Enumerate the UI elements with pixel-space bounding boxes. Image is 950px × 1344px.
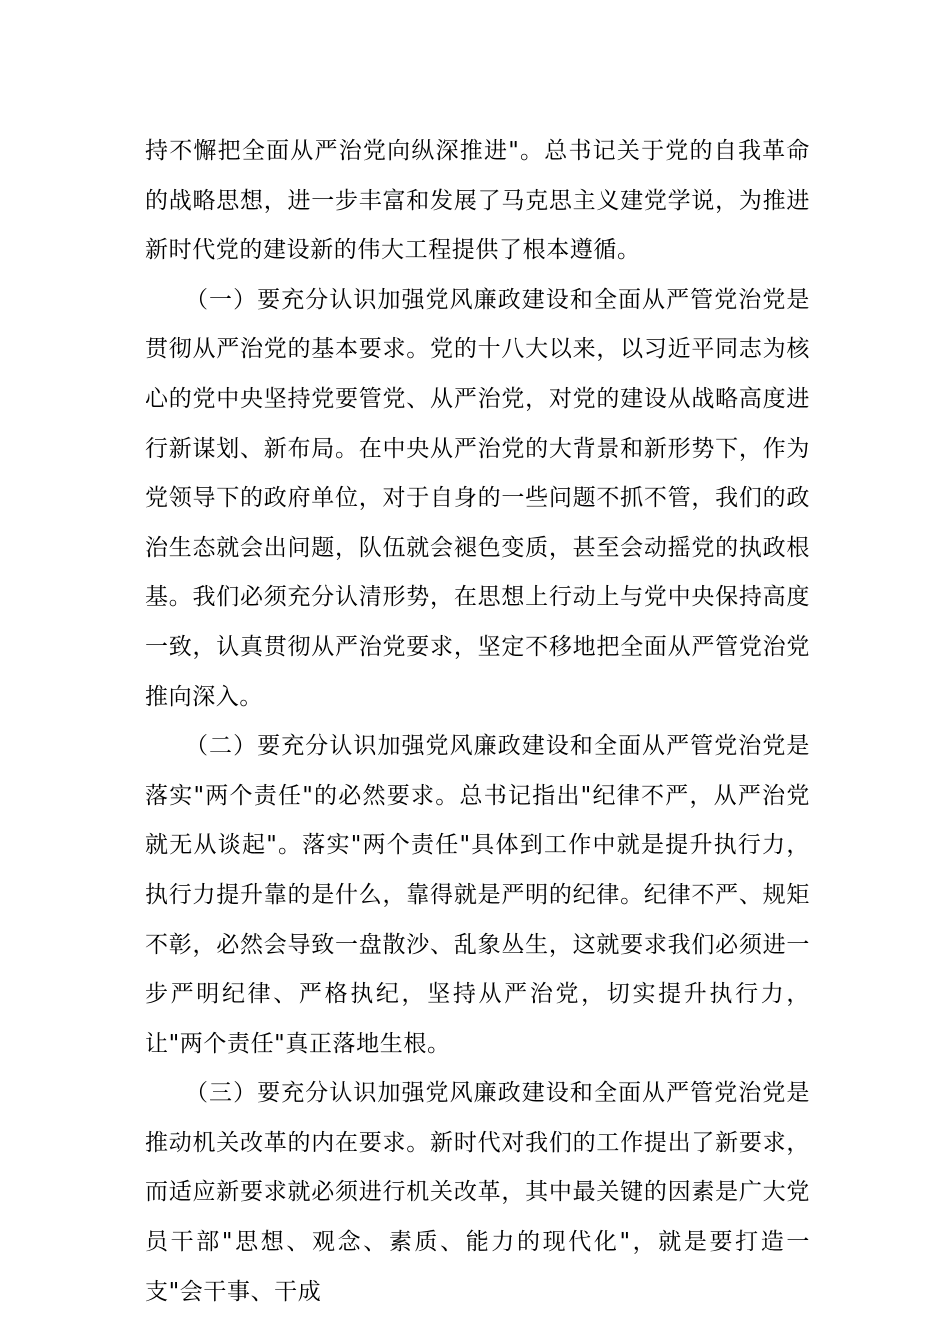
paragraph-section-2: （二）要充分认识加强党风廉政建设和全面从严管党治党是落实"两个责任"的必然要求。总书记指出"纪律不严，从严治党就无从谈起"。落实"两个责任"具体到工作中就是提升执行力，执行力提升靠的是什么，靠得就是严明的纪律。纪律不严、规矩不彰，必然会导致一盘散沙、乱象丛生，这就要求我们必须进一步严明纪律、严格执纪，坚持从严治党，切实提升执行力，让"两个责任"真正落地生根。: [145, 733, 810, 1057]
paragraph-continuation: 持不懈把全面从严治党向纵深推进"。总书记关于党的自我革命的战略思想，进一步丰富和发展了马克思主义建党学说，为推进新时代党的建设新的伟大工程提供了根本遵循。: [145, 138, 810, 264]
paragraph-section-1: （一）要充分认识加强党风廉政建设和全面从严管党治党是贯彻从严治党的基本要求。党的十八大以来，以习近平同志为核心的党中央坚持党要管党、从严治党，对党的建设从战略高度进行新谋划、新布局。在中央从严治党的大背景和新形势下，作为党领导下的政府单位，对于自身的一些问题不抓不管，我们的政治生态就会出问题，队伍就会褪色变质，甚至会动摇党的执政根基。我们必须充分认清形势，在思想上行动上与党中央保持高度一致，认真贯彻从严治党要求，坚定不移地把全面从严管党治党推向深入。: [145, 286, 810, 710]
paragraph-section-3: （三）要充分认识加强党风廉政建设和全面从严管党治党是推动机关改革的内在要求。新时代对我们的工作提出了新要求，而适应新要求就必须进行机关改革，其中最关键的因素是广大党员干部"思想、观念、素质、能力的现代化"，就是要打造一支"会干事、干成: [145, 1080, 810, 1305]
document-body: [145, 127, 810, 1317]
